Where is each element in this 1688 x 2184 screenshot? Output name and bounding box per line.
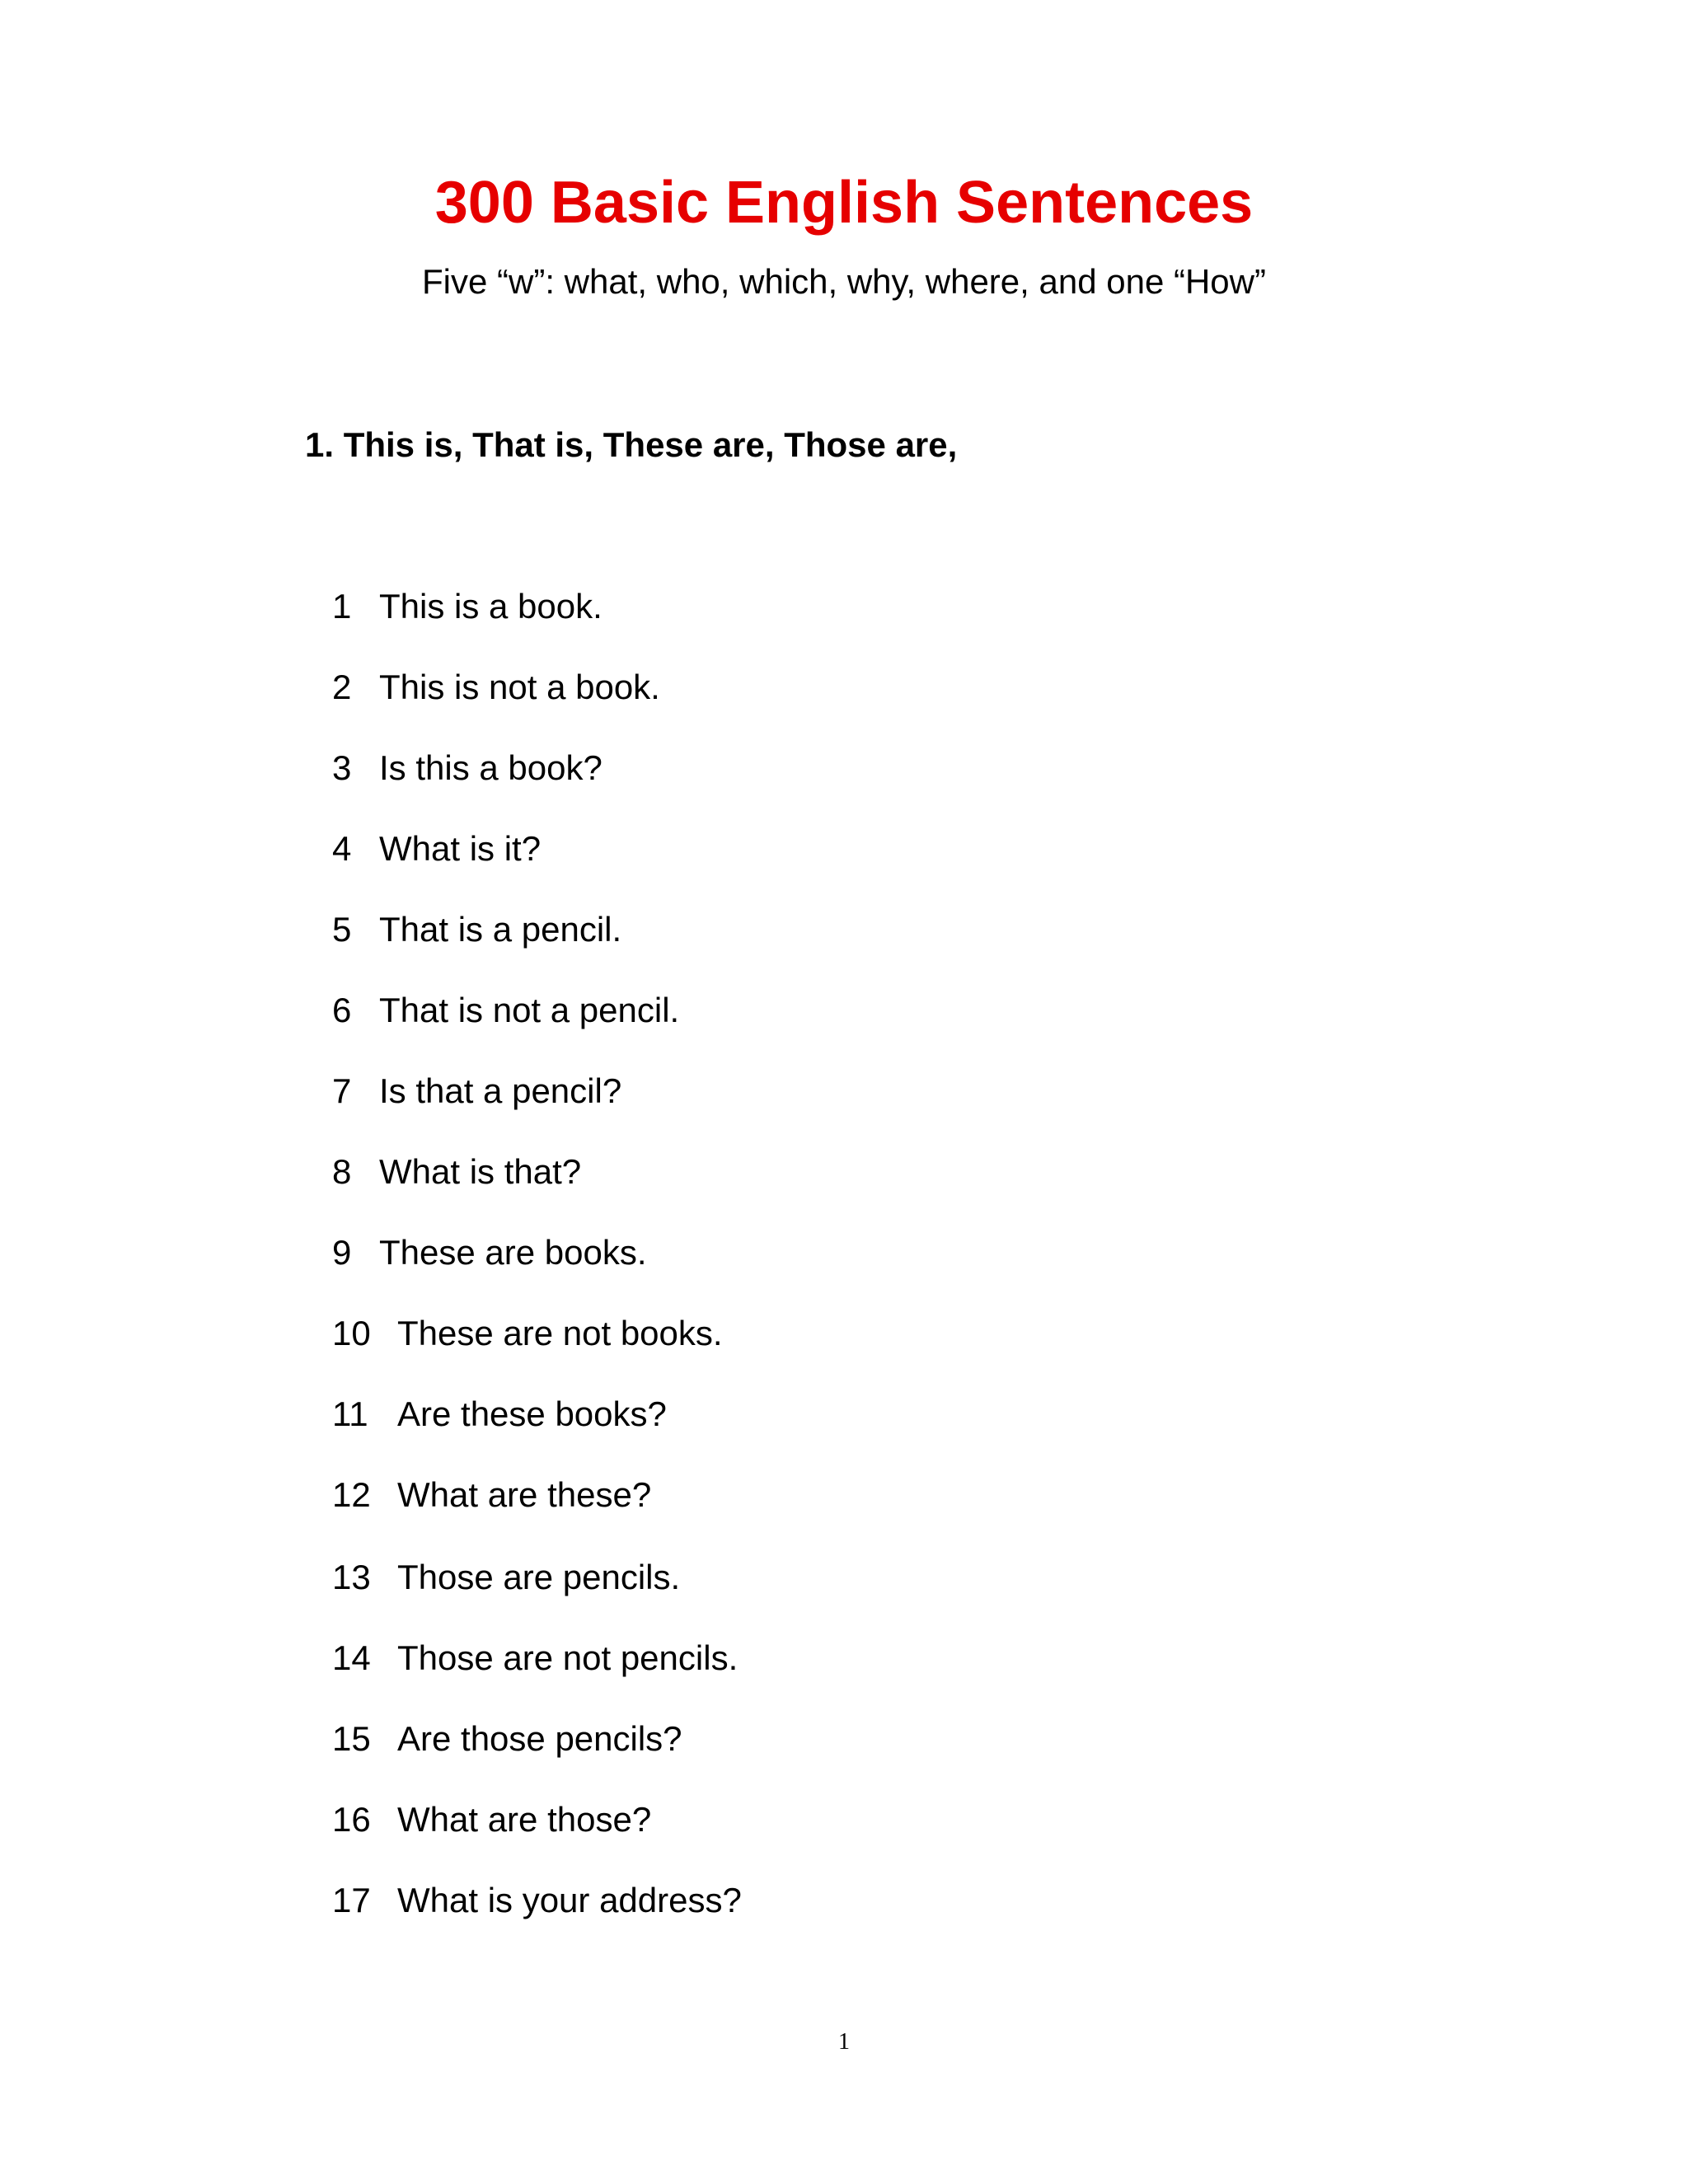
sentence-number: 8 (332, 1152, 352, 1191)
sentence-text: Is this a book? (379, 748, 603, 787)
sentence-text: These are not books. (397, 1314, 723, 1352)
sentence-number: 16 (332, 1800, 371, 1839)
sentence-number: 4 (332, 829, 352, 868)
sentence-number: 7 (332, 1071, 352, 1110)
sentence-number: 10 (332, 1314, 371, 1352)
sentence-number: 2 (332, 668, 352, 706)
sentence-text: What are those? (397, 1800, 652, 1839)
sentence-item (332, 986, 680, 1035)
sentence-item (332, 824, 542, 874)
sentence-number: 5 (332, 910, 352, 949)
page-number: 1 (838, 2029, 850, 2055)
sentence-number: 12 (332, 1475, 371, 1514)
sentence-text: That is not a pencil. (379, 991, 680, 1029)
sentence-number: 11 (332, 1394, 368, 1433)
sentence-text: This is not a book. (379, 668, 660, 706)
sentence-text: Is that a pencil? (379, 1071, 622, 1110)
sentence-number: 17 (332, 1881, 371, 1919)
sentence-item (332, 1228, 647, 1277)
sentence-number: 14 (332, 1638, 371, 1677)
sentence-item (332, 1714, 682, 1764)
sentence-text: What is that? (379, 1152, 582, 1191)
sentence-item (332, 582, 603, 631)
sentence-number: 15 (332, 1719, 371, 1758)
sentence-text: Are those pencils? (397, 1719, 682, 1758)
sentence-text: This is a book. (379, 587, 603, 626)
sentence-text: What are these? (397, 1475, 652, 1514)
sentence-number: 3 (332, 748, 352, 787)
sentence-number: 13 (332, 1558, 371, 1596)
sentence-item (332, 663, 660, 712)
sentence-item (332, 1147, 582, 1197)
sentence-item (332, 1876, 742, 1925)
sentence-number: 1 (332, 587, 352, 626)
sentence-item (332, 1470, 652, 1520)
sentence-number: 9 (332, 1233, 352, 1272)
sentence-number: 6 (332, 991, 352, 1029)
document-subtitle: Five “w”: what, who, which, why, where, and one “How” (422, 262, 1266, 301)
sentence-item (332, 1066, 622, 1116)
sentence-item (332, 1795, 652, 1844)
sentence-text: Those are pencils. (397, 1558, 681, 1596)
sentence-item (332, 1633, 738, 1683)
sentence-text: These are books. (379, 1233, 647, 1272)
document-title: 300 Basic English Sentences (434, 170, 1254, 236)
sentence-text: What is it? (379, 829, 542, 868)
sentence-text: What is your address? (397, 1881, 742, 1919)
section-heading: 1. This is, That is, These are, Those are, (305, 425, 958, 464)
sentence-item (332, 1390, 667, 1439)
sentence-text: That is a pencil. (379, 910, 622, 949)
sentence-item (332, 1309, 723, 1358)
sentence-item (332, 743, 603, 793)
sentence-item (332, 1553, 681, 1602)
sentence-item (332, 905, 622, 954)
sentence-text: Are these books? (397, 1394, 667, 1433)
sentence-text: Those are not pencils. (397, 1638, 738, 1677)
